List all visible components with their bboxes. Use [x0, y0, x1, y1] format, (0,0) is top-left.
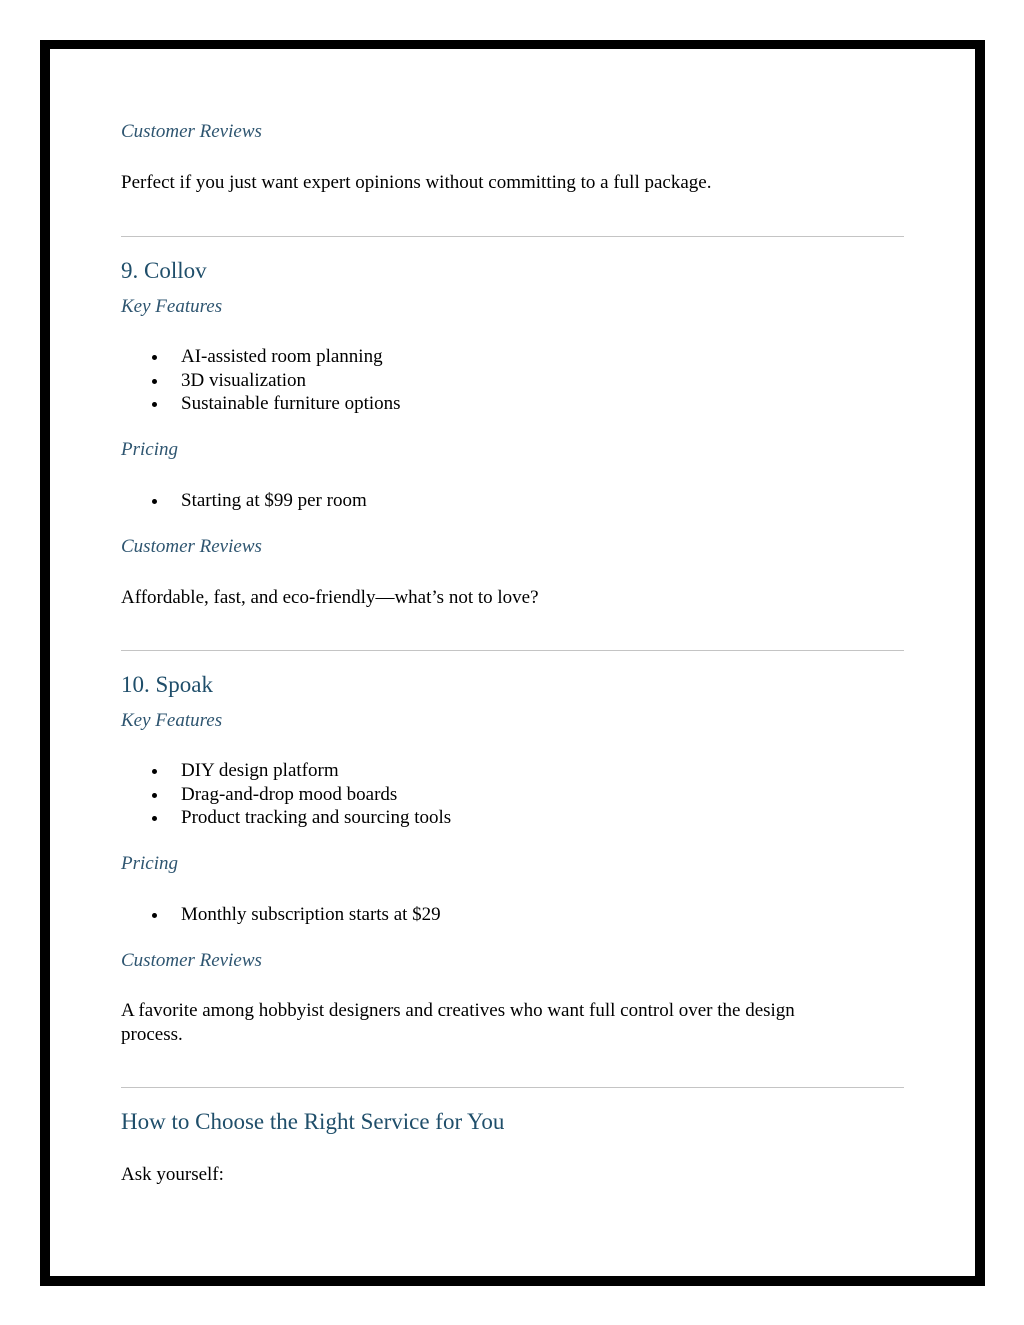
collov-reviews-text: Affordable, fast, and eco-friendly—what’s not to love?	[121, 587, 539, 608]
section-divider	[121, 236, 904, 237]
collov-pricing-label: Pricing	[121, 439, 178, 460]
bullet-icon	[152, 769, 157, 774]
spoak-features-label: Key Features	[121, 710, 223, 731]
page-border	[40, 40, 985, 1286]
list-item: Starting at $99 per room	[121, 489, 367, 513]
section-divider	[121, 650, 904, 651]
spoak-pricing-list	[121, 903, 441, 927]
bullet-icon	[152, 355, 157, 360]
bullet-icon	[152, 402, 157, 407]
spoak-reviews-text: A favorite among hobbyist designers and creatives who want full control over the design process.	[121, 1000, 795, 1045]
bullet-icon	[152, 793, 157, 798]
list-item: Product tracking and sourcing tools	[121, 806, 451, 830]
collov-features-list	[121, 345, 401, 416]
spoak-features-list	[121, 759, 451, 830]
list-item: Sustainable furniture options	[121, 392, 401, 416]
bullet-icon	[152, 499, 157, 504]
spoak-pricing-label: Pricing	[121, 853, 178, 874]
collov-reviews-label: Customer Reviews	[121, 536, 262, 557]
collov-features-label: Key Features	[121, 296, 223, 317]
previous-reviews-text: Perfect if you just want expert opinions without committing to a full package.	[121, 172, 712, 193]
list-item: Drag-and-drop mood boards	[121, 783, 451, 807]
choose-intro-text: Ask yourself:	[121, 1164, 224, 1185]
list-item: AI-assisted room planning	[121, 345, 401, 369]
list-item: Monthly subscription starts at $29	[121, 903, 441, 927]
list-item: 3D visualization	[121, 369, 401, 393]
section-divider	[121, 1087, 904, 1088]
collov-heading: 9. Collov	[121, 258, 207, 283]
bullet-icon	[152, 816, 157, 821]
bullet-icon	[152, 379, 157, 384]
spoak-reviews-label: Customer Reviews	[121, 950, 262, 971]
list-item: DIY design platform	[121, 759, 451, 783]
choose-heading: How to Choose the Right Service for You	[121, 1109, 505, 1134]
previous-reviews-label: Customer Reviews	[121, 121, 262, 142]
spoak-heading: 10. Spoak	[121, 672, 213, 697]
collov-pricing-list	[121, 489, 367, 513]
bullet-icon	[152, 913, 157, 918]
